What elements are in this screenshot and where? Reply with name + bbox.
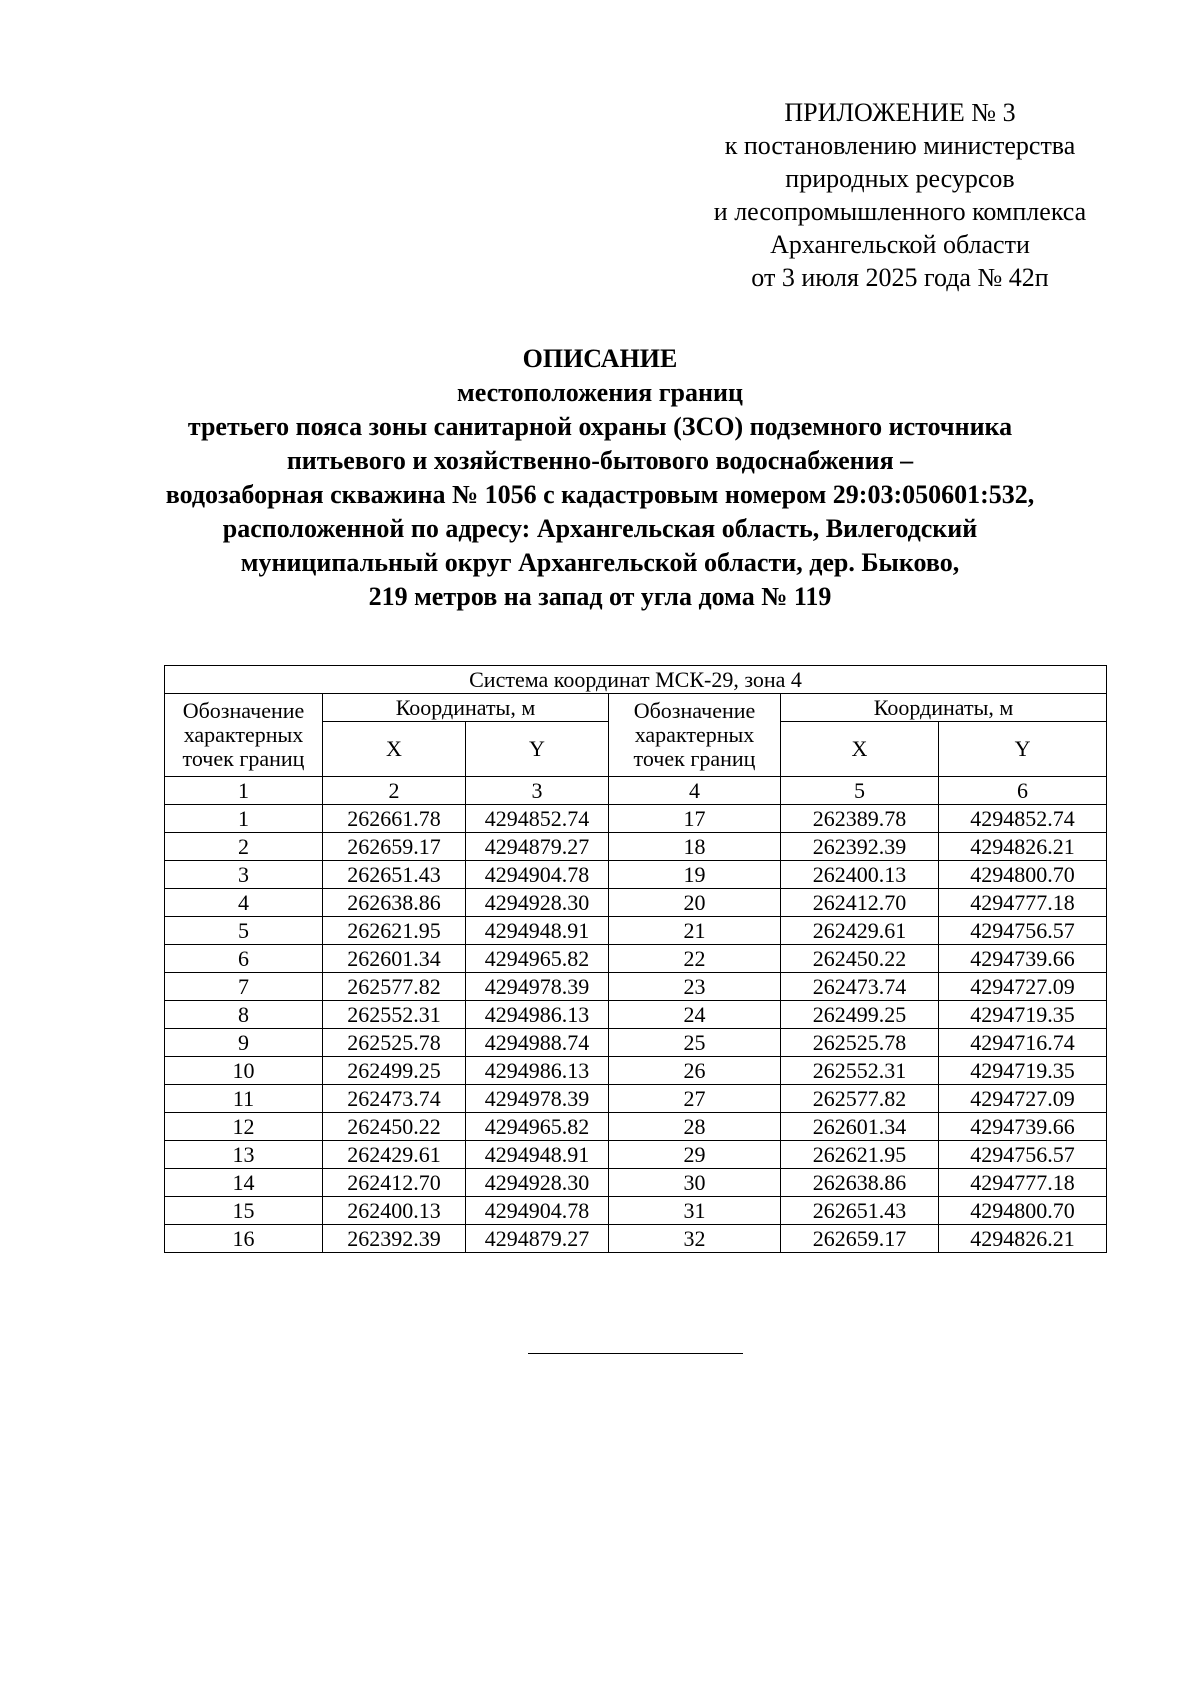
point-number-left: 1 [165, 805, 323, 833]
x-coordinate-right: 262412.70 [781, 889, 939, 917]
title-line: 219 метров на запад от угла дома № 119 [368, 582, 832, 611]
point-number-left: 7 [165, 973, 323, 1001]
point-number-right: 20 [609, 889, 781, 917]
y-coordinate-right: 4294716.74 [939, 1029, 1107, 1057]
y-header-left: Y [466, 722, 609, 777]
x-coordinate-right: 262473.74 [781, 973, 939, 1001]
point-number-right: 29 [609, 1141, 781, 1169]
title-main: ОПИСАНИЕ [522, 344, 678, 373]
point-number-right: 24 [609, 1001, 781, 1029]
y-coordinate-left: 4294879.27 [466, 833, 609, 861]
coordinates-table [164, 665, 1107, 1253]
table-row [165, 1225, 1107, 1253]
x-coordinate-left: 262651.43 [323, 861, 466, 889]
y-coordinate-left: 4294879.27 [466, 1225, 609, 1253]
point-number-left: 3 [165, 861, 323, 889]
y-coordinate-left: 4294904.78 [466, 1197, 609, 1225]
y-coordinate-right: 4294756.57 [939, 917, 1107, 945]
point-number-right: 31 [609, 1197, 781, 1225]
title-line: расположенной по адресу: Архангельская область, Вилегодский [222, 514, 978, 543]
appendix-date: от 3 июля 2025 года № 42п [751, 263, 1049, 292]
y-coordinate-right: 4294800.70 [939, 861, 1107, 889]
x-coordinate-right: 262450.22 [781, 945, 939, 973]
y-coordinate-right: 4294719.35 [939, 1057, 1107, 1085]
x-coordinate-left: 262661.78 [323, 805, 466, 833]
x-header-right: X [781, 722, 939, 777]
point-number-right: 27 [609, 1085, 781, 1113]
point-number-right: 32 [609, 1225, 781, 1253]
appendix-line: природных ресурсов [785, 164, 1015, 193]
x-coordinate-left: 262552.31 [323, 1001, 466, 1029]
table-row [165, 1197, 1107, 1225]
y-coordinate-left: 4294978.39 [466, 1085, 609, 1113]
table-row [165, 1029, 1107, 1057]
table-row [165, 1085, 1107, 1113]
point-number-left: 8 [165, 1001, 323, 1029]
y-coordinate-right: 4294739.66 [939, 1113, 1107, 1141]
table-row [165, 973, 1107, 1001]
x-coordinate-left: 262400.13 [323, 1197, 466, 1225]
title-line: местоположения границ [457, 378, 743, 407]
point-number-left: 12 [165, 1113, 323, 1141]
y-coordinate-right: 4294852.74 [939, 805, 1107, 833]
x-coordinate-left: 262577.82 [323, 973, 466, 1001]
appendix-number: ПРИЛОЖЕНИЕ № 3 [784, 98, 1016, 127]
table-row [165, 1113, 1107, 1141]
table-row [165, 1169, 1107, 1197]
y-coordinate-right: 4294739.66 [939, 945, 1107, 973]
x-coordinate-left: 262659.17 [323, 833, 466, 861]
appendix-line: к постановлению министерства [724, 131, 1076, 160]
column-index: 3 [466, 777, 609, 805]
y-coordinate-right: 4294719.35 [939, 1001, 1107, 1029]
y-coordinate-left: 4294965.82 [466, 1113, 609, 1141]
y-header-right: Y [939, 722, 1107, 777]
document-title [100, 342, 1100, 614]
y-coordinate-left: 4294904.78 [466, 861, 609, 889]
table-row [165, 1001, 1107, 1029]
y-coordinate-left: 4294965.82 [466, 945, 609, 973]
point-number-right: 21 [609, 917, 781, 945]
x-coordinate-right: 262389.78 [781, 805, 939, 833]
point-number-right: 25 [609, 1029, 781, 1057]
table-row [165, 833, 1107, 861]
x-coordinate-left: 262601.34 [323, 945, 466, 973]
x-coordinate-left: 262525.78 [323, 1029, 466, 1057]
x-coordinate-left: 262429.61 [323, 1141, 466, 1169]
x-coordinate-left: 262392.39 [323, 1225, 466, 1253]
x-coordinate-left: 262621.95 [323, 917, 466, 945]
title-line: третьего пояса зоны санитарной охраны (ЗСО) подземного источника [187, 412, 1013, 441]
x-coordinate-right: 262659.17 [781, 1225, 939, 1253]
x-coordinate-right: 262621.95 [781, 1141, 939, 1169]
y-coordinate-left: 4294928.30 [466, 1169, 609, 1197]
y-coordinate-right: 4294826.21 [939, 1225, 1107, 1253]
y-coordinate-left: 4294948.91 [466, 1141, 609, 1169]
point-number-right: 22 [609, 945, 781, 973]
y-coordinate-left: 4294978.39 [466, 973, 609, 1001]
column-index: 2 [323, 777, 466, 805]
table-header-row [165, 694, 1107, 722]
column-index: 1 [165, 777, 323, 805]
point-number-right: 28 [609, 1113, 781, 1141]
x-coordinate-right: 262638.86 [781, 1169, 939, 1197]
end-divider [528, 1353, 743, 1354]
x-coordinate-left: 262450.22 [323, 1113, 466, 1141]
y-coordinate-right: 4294777.18 [939, 1169, 1107, 1197]
x-coordinate-right: 262552.31 [781, 1057, 939, 1085]
y-coordinate-left: 4294852.74 [466, 805, 609, 833]
x-coordinate-right: 262577.82 [781, 1085, 939, 1113]
point-number-left: 6 [165, 945, 323, 973]
y-coordinate-right: 4294800.70 [939, 1197, 1107, 1225]
point-label-header-right: Обозначение характерных точек границ [609, 694, 781, 777]
x-coordinate-right: 262651.43 [781, 1197, 939, 1225]
y-coordinate-left: 4294986.13 [466, 1057, 609, 1085]
table-system-row [165, 666, 1107, 694]
table-row [165, 917, 1107, 945]
appendix-header [660, 96, 1140, 294]
point-number-left: 13 [165, 1141, 323, 1169]
coords-header-right: Координаты, м [781, 694, 1107, 722]
column-index: 6 [939, 777, 1107, 805]
x-coordinate-right: 262429.61 [781, 917, 939, 945]
table-row [165, 805, 1107, 833]
table-row [165, 889, 1107, 917]
table-index-row [165, 777, 1107, 805]
table-row [165, 945, 1107, 973]
point-number-right: 26 [609, 1057, 781, 1085]
point-number-left: 15 [165, 1197, 323, 1225]
x-coordinate-left: 262499.25 [323, 1057, 466, 1085]
point-number-left: 9 [165, 1029, 323, 1057]
y-coordinate-left: 4294988.74 [466, 1029, 609, 1057]
point-number-right: 19 [609, 861, 781, 889]
y-coordinate-right: 4294777.18 [939, 889, 1107, 917]
point-number-left: 2 [165, 833, 323, 861]
y-coordinate-right: 4294826.21 [939, 833, 1107, 861]
point-label-header-left: Обозначение характерных точек границ [165, 694, 323, 777]
x-coordinate-right: 262601.34 [781, 1113, 939, 1141]
title-line: муниципальный округ Архангельской области, дер. Быково, [240, 548, 960, 577]
x-coordinate-right: 262392.39 [781, 833, 939, 861]
column-index: 4 [609, 777, 781, 805]
y-coordinate-right: 4294727.09 [939, 1085, 1107, 1113]
x-coordinate-right: 262499.25 [781, 1001, 939, 1029]
point-number-left: 10 [165, 1057, 323, 1085]
column-index: 5 [781, 777, 939, 805]
y-coordinate-right: 4294727.09 [939, 973, 1107, 1001]
point-number-left: 11 [165, 1085, 323, 1113]
appendix-line: и лесопромышленного комплекса [713, 197, 1087, 226]
y-coordinate-left: 4294948.91 [466, 917, 609, 945]
x-coordinate-right: 262400.13 [781, 861, 939, 889]
appendix-line: Архангельской области [770, 230, 1030, 259]
point-number-left: 5 [165, 917, 323, 945]
x-coordinate-left: 262473.74 [323, 1085, 466, 1113]
coordinate-system-label: Система координат МСК-29, зона 4 [165, 666, 1107, 694]
title-line: питьевого и хозяйственно-бытового водоснабжения – [286, 446, 914, 475]
table-row [165, 861, 1107, 889]
x-coordinate-left: 262638.86 [323, 889, 466, 917]
title-line: водозаборная скважина № 1056 с кадастровым номером 29:03:050601:532, [165, 480, 1035, 509]
x-coordinate-left: 262412.70 [323, 1169, 466, 1197]
point-number-left: 14 [165, 1169, 323, 1197]
y-coordinate-left: 4294928.30 [466, 889, 609, 917]
x-coordinate-right: 262525.78 [781, 1029, 939, 1057]
point-number-left: 4 [165, 889, 323, 917]
point-number-right: 17 [609, 805, 781, 833]
table-row [165, 1141, 1107, 1169]
point-number-right: 18 [609, 833, 781, 861]
y-coordinate-left: 4294986.13 [466, 1001, 609, 1029]
point-number-right: 30 [609, 1169, 781, 1197]
table-row [165, 1057, 1107, 1085]
x-header-left: X [323, 722, 466, 777]
point-number-right: 23 [609, 973, 781, 1001]
y-coordinate-right: 4294756.57 [939, 1141, 1107, 1169]
coords-header-left: Координаты, м [323, 694, 609, 722]
point-number-left: 16 [165, 1225, 323, 1253]
